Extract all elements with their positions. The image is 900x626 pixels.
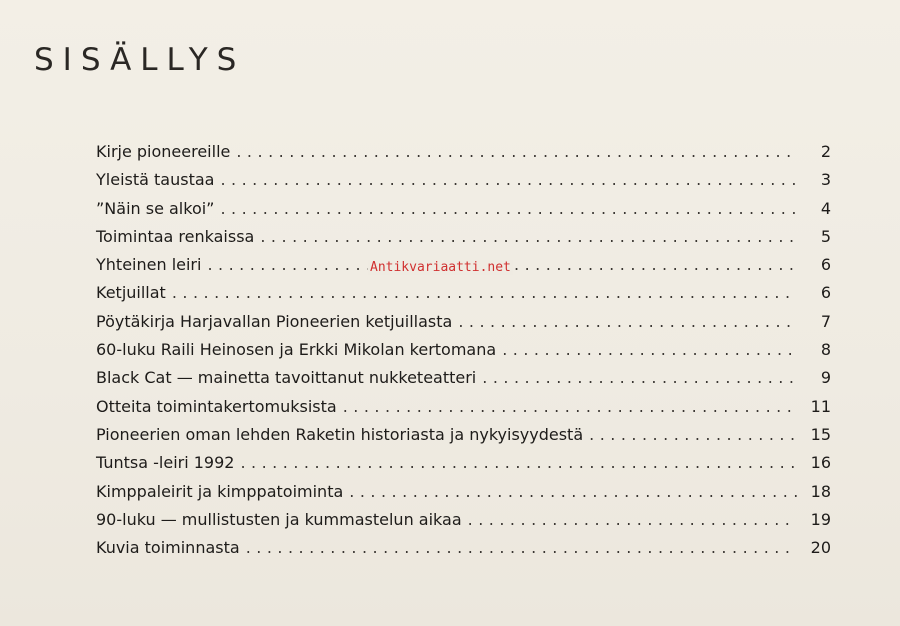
toc-entry-title: Toimintaa renkaissa <box>96 226 255 246</box>
toc-page-number: 5 <box>820 226 831 246</box>
toc-dot-leader <box>236 142 797 161</box>
toc-dot-leader <box>220 170 797 189</box>
toc-entry <box>96 227 831 255</box>
toc-entry <box>96 510 831 538</box>
toc-page-number: 9 <box>820 368 831 388</box>
toc-page-number: 11 <box>810 396 831 416</box>
toc-entry-title: Pioneerien oman lehden Raketin historiasta ja nykyisyydestä <box>96 424 584 444</box>
toc-page-number: 4 <box>820 198 831 218</box>
toc-entry-title: ”Näin se alkoi” <box>96 198 215 218</box>
toc-page-number: 18 <box>810 481 831 501</box>
toc-page-number: 20 <box>810 538 831 558</box>
toc-entry <box>96 397 831 425</box>
toc-entry-title: Kimppaleirit ja kimppatoiminta <box>96 481 344 501</box>
toc-page-number: 15 <box>810 424 831 444</box>
toc-page-number: 8 <box>820 340 831 360</box>
toc-page-number: 7 <box>820 311 831 331</box>
toc-entry <box>96 312 831 340</box>
page-title: SISÄLLYS <box>34 42 246 78</box>
toc-page-number: 3 <box>820 170 831 190</box>
toc-entry-title: Pöytäkirja Harjavallan Pioneerien ketjuillasta <box>96 311 453 331</box>
toc-entry-title: Tuntsa -leiri 1992 <box>96 453 235 473</box>
table-of-contents <box>96 142 831 566</box>
toc-dot-leader <box>240 453 797 472</box>
toc-dot-leader <box>458 312 797 331</box>
toc-entry <box>96 142 831 170</box>
toc-dot-leader <box>343 397 797 416</box>
toc-page-number: 16 <box>810 453 831 473</box>
toc-entry-title: Otteita toimintakertomuksista <box>96 396 337 416</box>
toc-dot-leader <box>482 368 797 387</box>
toc-entry-title: Yleistä taustaa <box>96 170 215 190</box>
toc-page-number: 6 <box>820 283 831 303</box>
toc-page-number: 19 <box>810 509 831 529</box>
toc-dot-leader <box>349 482 797 501</box>
toc-entry <box>96 340 831 368</box>
toc-entry <box>96 453 831 481</box>
toc-entry <box>96 368 831 396</box>
toc-entry <box>96 538 831 566</box>
watermark-text: Antikvariaatti.net <box>370 260 511 275</box>
toc-entry <box>96 425 831 453</box>
toc-dot-leader <box>468 510 797 529</box>
toc-entry-title: Black Cat — mainetta tavoittanut nukketeatteri <box>96 368 477 388</box>
toc-entry-title: Kirje pioneereille <box>96 142 231 161</box>
toc-entry-title: 60-luku Raili Heinosen ja Erkki Mikolan kertomana <box>96 340 497 360</box>
toc-entry-title: Yhteinen leiri <box>96 255 202 275</box>
toc-entry-title: 90-luku — mullistusten ja kummastelun aikaa <box>96 509 462 529</box>
toc-page-number: 6 <box>820 255 831 275</box>
toc-entry <box>96 199 831 227</box>
toc-dot-leader <box>502 340 797 359</box>
toc-entry-title: Ketjuillat <box>96 283 166 303</box>
toc-entry <box>96 283 831 311</box>
toc-entry-title: Kuvia toiminnasta <box>96 538 240 558</box>
toc-dot-leader <box>172 283 797 302</box>
toc-dot-leader <box>260 227 797 246</box>
toc-dot-leader <box>589 425 797 444</box>
toc-page-number: 2 <box>820 142 831 161</box>
toc-dot-leader <box>246 538 797 557</box>
toc-entry <box>96 170 831 198</box>
toc-dot-leader <box>220 199 797 218</box>
toc-entry <box>96 482 831 510</box>
